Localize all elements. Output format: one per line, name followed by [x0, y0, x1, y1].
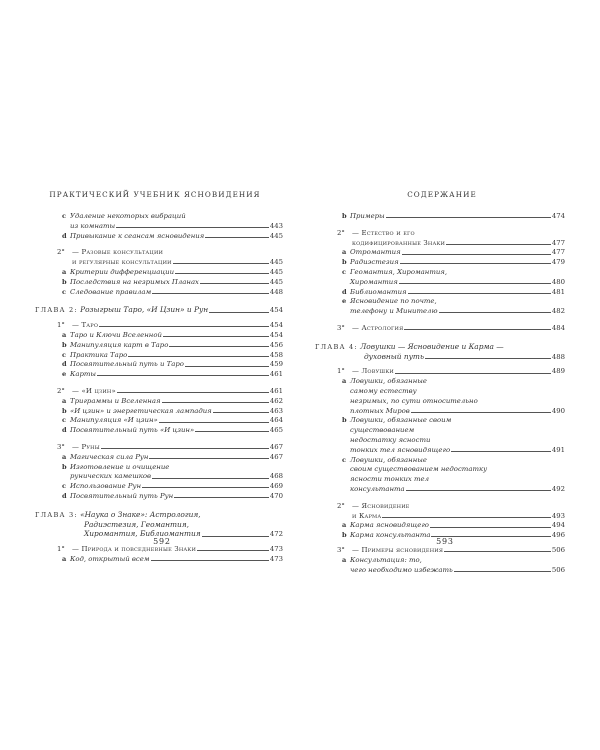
toc-entry[interactable] — [57, 492, 283, 500]
entry-title: Триграммы и Вселенная — [70, 396, 161, 405]
entry-title: Изготовление и очищение — [70, 462, 170, 471]
toc-entry[interactable] — [337, 248, 565, 256]
entry-letter: d — [62, 360, 67, 369]
toc-entry[interactable] — [57, 443, 283, 451]
entry-page-number: 462 — [269, 396, 283, 405]
toc-entry[interactable] — [57, 472, 283, 480]
entry-title: — Астрология — [352, 323, 404, 332]
entry-title: незримых, по сути относительно — [350, 396, 478, 405]
dot-leader — [454, 571, 551, 572]
entry-title: Ловушки, обязанные — [350, 455, 427, 464]
entry-page-number: 493 — [551, 511, 565, 520]
entry-page-number: 469 — [269, 482, 283, 491]
entry-page-number: 464 — [269, 416, 283, 425]
entry-title: консультанта — [350, 484, 405, 493]
entry-page-number: 480 — [551, 277, 565, 286]
page-number-left: 592 — [153, 537, 171, 546]
entry-page-number: 482 — [551, 307, 565, 316]
entry-title: Посвятительный путь «И цзин» — [70, 426, 195, 435]
toc-left — [35, 212, 283, 565]
entry-title: кодифицированные Знаки — [352, 238, 446, 247]
entry-letter: b — [342, 258, 347, 267]
entry-title: чего необходимо избежать — [350, 565, 453, 574]
dot-leader — [163, 336, 269, 337]
toc-entry[interactable] — [337, 546, 565, 554]
toc-gap — [57, 241, 283, 248]
entry-letter: a — [62, 452, 67, 461]
entry-title: тонких тел ясновидящего — [350, 445, 451, 454]
toc-entry-line[interactable] — [35, 511, 283, 519]
entry-title: Практика Таро — [70, 350, 128, 359]
entry-page-number: 467 — [269, 442, 283, 451]
toc-entry[interactable] — [337, 212, 565, 220]
dot-leader — [382, 517, 551, 518]
entry-page-number: 445 — [269, 231, 283, 240]
toc-gap — [337, 495, 565, 502]
entry-title: Карма ясновидящего — [350, 521, 429, 530]
entry-title: Последствия на незримых Планах — [70, 277, 199, 286]
entry-page-number: 473 — [269, 554, 283, 563]
entry-title: духовный путь — [364, 351, 424, 361]
entry-title: — Естество и его — [352, 228, 415, 237]
entry-title: — Разовые консультации — [72, 248, 164, 257]
section-number: 1° — [57, 321, 65, 330]
section-number: 3° — [337, 323, 345, 332]
entry-title: Манипуляция карт в Таро — [70, 340, 169, 349]
toc-entry[interactable] — [337, 446, 565, 454]
entry-title: Примеры — [350, 212, 385, 220]
entry-title: рунических камешков — [70, 472, 152, 481]
section-number: 2° — [337, 228, 345, 237]
entry-letter: e — [342, 297, 347, 306]
dot-leader — [195, 431, 269, 432]
entry-page-number: 458 — [269, 350, 283, 359]
entry-title: и Карма — [352, 511, 382, 520]
entry-page-number: 456 — [269, 340, 283, 349]
entry-page-number: 490 — [551, 406, 565, 415]
toc-entry[interactable] — [35, 306, 283, 314]
entry-title: недостатку ясности — [350, 435, 431, 444]
dot-leader — [175, 273, 269, 274]
entry-page-number: 468 — [269, 472, 283, 481]
entry-title: Хиромантия — [350, 277, 398, 286]
dot-leader — [151, 560, 269, 561]
entry-letter: d — [62, 231, 67, 240]
toc-entry-line[interactable] — [337, 229, 565, 237]
toc-entry[interactable] — [337, 307, 565, 315]
toc-entry-line[interactable] — [337, 465, 565, 473]
entry-page-number: 496 — [551, 531, 565, 540]
dot-leader — [395, 373, 551, 374]
entry-letter: d — [62, 491, 67, 500]
entry-page-number: 445 — [269, 258, 283, 267]
dot-leader — [152, 478, 269, 479]
entry-letter: a — [62, 267, 67, 276]
entry-title: Радиэстезия, Геомантия, — [84, 519, 189, 529]
entry-page-number: 488 — [551, 352, 565, 361]
entry-title: из комнаты — [70, 221, 116, 230]
toc-entry[interactable] — [337, 521, 565, 529]
dot-leader — [159, 422, 269, 423]
section-number: 2° — [57, 386, 65, 395]
entry-title: Отромантия — [350, 248, 401, 257]
entry-title: Привыкание к сеансам ясновидения — [70, 231, 205, 240]
entry-letter: b — [62, 406, 67, 415]
dot-leader — [101, 448, 269, 449]
toc-entry[interactable] — [337, 239, 565, 247]
entry-page-number: 461 — [269, 370, 283, 379]
toc-entry[interactable] — [57, 482, 283, 490]
toc-entry[interactable] — [337, 278, 565, 286]
toc-entry[interactable] — [337, 485, 565, 493]
toc-entry[interactable] — [57, 397, 283, 405]
page-number-right: 593 — [436, 537, 454, 546]
entry-title: Использование Рун — [70, 482, 142, 491]
entry-title: Следование правилам — [70, 287, 152, 296]
entry-title: Ясновидение по почте, — [350, 297, 437, 306]
entry-page-number: 463 — [269, 406, 283, 415]
entry-page-number: 461 — [269, 386, 283, 395]
dot-leader — [439, 312, 551, 313]
entry-letter: a — [62, 396, 67, 405]
toc-entry-line[interactable] — [315, 343, 565, 351]
toc-entry-line[interactable] — [337, 377, 565, 385]
dot-leader — [197, 550, 269, 551]
section-number: 1° — [337, 367, 345, 376]
toc-entry[interactable] — [57, 453, 283, 461]
entry-title: телефону и Минителю — [350, 307, 438, 316]
toc-entry-line[interactable] — [337, 397, 565, 405]
toc-entry-line[interactable] — [337, 426, 565, 434]
running-head-left: ПРАКТИЧЕСКИЙ УЧЕБНИК ЯСНОВИДЕНИЯ — [49, 190, 261, 199]
toc-entry-line[interactable] — [337, 475, 565, 483]
entry-title: — Примеры ясновидения — [352, 545, 444, 554]
entry-title: Критерии дифференциации — [70, 267, 175, 276]
entry-letter: b — [342, 416, 347, 425]
entry-title: Ловушки, обязанные — [350, 377, 427, 386]
entry-page-number: 477 — [551, 238, 565, 247]
dot-leader — [205, 237, 269, 238]
toc-entry[interactable] — [57, 222, 283, 230]
dot-leader — [99, 326, 269, 327]
entry-title: Ловушки — Ясновидение и Карма — — [360, 341, 504, 351]
right-page — [300, 0, 600, 750]
entry-page-number: 445 — [269, 267, 283, 276]
entry-title: — Ловушки — [352, 367, 394, 376]
entry-title: — «И цзин» — [72, 386, 116, 395]
entry-page-number: 454 — [269, 321, 283, 330]
dot-leader — [209, 312, 269, 313]
dot-leader — [174, 497, 269, 498]
toc-entry-line[interactable] — [337, 268, 565, 276]
toc-entry-line[interactable] — [57, 212, 283, 220]
toc-entry[interactable] — [57, 341, 283, 349]
toc-gap — [57, 436, 283, 443]
toc-entry-line[interactable] — [337, 456, 565, 464]
entry-letter: a — [342, 377, 347, 386]
toc-entry[interactable] — [57, 416, 283, 424]
toc-entry[interactable] — [57, 555, 283, 563]
entry-page-number: 448 — [269, 287, 283, 296]
toc-entry[interactable] — [57, 288, 283, 296]
toc-entry[interactable] — [337, 288, 565, 296]
toc-entry[interactable] — [57, 370, 283, 378]
toc-entry-line[interactable] — [337, 556, 565, 564]
entry-title: Ловушки, обязанные своим — [350, 416, 452, 425]
entry-page-number: 454 — [269, 330, 283, 339]
entry-title: Карма консультанта — [350, 531, 431, 540]
entry-page-number: 474 — [551, 212, 565, 220]
entry-letter: e — [62, 370, 67, 379]
dot-leader — [213, 412, 269, 413]
entry-letter: c — [342, 267, 347, 276]
entry-title: Розыгрыш Таро, «И Цзин» и Рун — [80, 305, 209, 315]
toc-gap — [57, 380, 283, 387]
dot-leader — [430, 527, 551, 528]
toc-entry-line[interactable] — [57, 463, 283, 471]
entry-page-number: 481 — [551, 287, 565, 296]
entry-title: и регулярные консультации — [72, 258, 172, 267]
entry-page-number: 506 — [551, 565, 565, 574]
dot-leader — [185, 366, 269, 367]
dot-leader — [425, 358, 551, 359]
entry-title: «Наука о Знаке»: Астрология, — [80, 509, 201, 519]
entry-title: своим существованием недостатку — [350, 465, 488, 474]
dot-leader — [169, 346, 268, 347]
entry-title: Хиромантия, Библиомантия — [84, 529, 201, 539]
toc-entry-line[interactable] — [35, 521, 283, 529]
entry-letter: c — [62, 482, 67, 491]
dot-leader — [200, 283, 269, 284]
toc-entry[interactable] — [337, 407, 565, 415]
entry-letter: c — [62, 212, 67, 220]
toc-gap — [337, 317, 565, 324]
entry-letter: a — [62, 330, 67, 339]
dot-leader — [116, 227, 269, 228]
entry-title: «И цзин» и энергетическая лампадия — [70, 406, 212, 415]
dot-leader — [446, 244, 551, 245]
section-number: 3° — [337, 545, 345, 554]
toc-entry[interactable] — [57, 407, 283, 415]
entry-title: Код, открытый всем — [70, 554, 150, 563]
entry-title: — Ясновидение — [352, 501, 410, 510]
toc-entry[interactable] — [57, 351, 283, 359]
toc-entry[interactable] — [57, 321, 283, 329]
entry-letter: b — [342, 531, 347, 540]
entry-title: Консультация: то, — [350, 555, 422, 564]
entry-letter: c — [62, 350, 67, 359]
entry-title: Магическая сила Рун — [70, 452, 149, 461]
toc-entry[interactable] — [337, 258, 565, 266]
toc-entry[interactable] — [337, 324, 565, 332]
toc-entry[interactable] — [57, 258, 283, 266]
entry-letter: a — [342, 248, 347, 257]
dot-leader — [386, 217, 551, 218]
toc-entry-line[interactable] — [57, 248, 283, 256]
toc-entry[interactable] — [337, 512, 565, 520]
toc-entry[interactable] — [57, 360, 283, 368]
entry-page-number: 467 — [269, 452, 283, 461]
entry-title: Посвятительный путь Рун — [70, 491, 174, 500]
entry-page-number: 465 — [269, 426, 283, 435]
toc-entry[interactable] — [57, 387, 283, 395]
entry-title: Библиомантия — [350, 287, 407, 296]
toc-entry[interactable] — [57, 232, 283, 240]
entry-title: плотных Миров — [350, 406, 410, 415]
entry-letter: a — [62, 554, 67, 563]
dot-leader — [400, 263, 551, 264]
toc-entry[interactable] — [337, 367, 565, 375]
entry-page-number: 484 — [551, 323, 565, 332]
dot-leader — [408, 293, 551, 294]
entry-letter: c — [62, 416, 67, 425]
toc-entry[interactable] — [57, 331, 283, 339]
entry-title: Посвятительный путь и Таро — [70, 360, 184, 369]
entry-page-number: 494 — [551, 521, 565, 530]
entry-letter: c — [342, 455, 347, 464]
toc-right — [315, 212, 565, 575]
entry-letter: d — [62, 426, 67, 435]
dot-leader — [97, 375, 269, 376]
entry-page-number: 472 — [269, 530, 283, 539]
entry-letter: b — [62, 277, 67, 286]
entry-title: существованием — [350, 426, 415, 435]
entry-title: — Природа и повседневные Знаки — [72, 545, 197, 554]
entry-letter: b — [62, 340, 67, 349]
toc-entry[interactable] — [337, 566, 565, 574]
entry-letter: b — [62, 462, 67, 471]
chapter-label: ГЛАВА 3: — [35, 510, 78, 519]
dot-leader — [444, 551, 551, 552]
toc-entry[interactable] — [57, 268, 283, 276]
toc-entry-line[interactable] — [337, 416, 565, 424]
section-number: 2° — [337, 501, 345, 510]
entry-page-number: 479 — [551, 258, 565, 267]
entry-letter: a — [342, 521, 347, 530]
toc-gap — [337, 222, 565, 229]
entry-page-number: 443 — [269, 221, 283, 230]
dot-leader — [406, 490, 551, 491]
toc-entry-line[interactable] — [337, 387, 565, 395]
entry-letter: c — [62, 287, 67, 296]
toc-entry-line[interactable] — [337, 436, 565, 444]
section-number: 2° — [57, 248, 65, 257]
dot-leader — [142, 487, 269, 488]
toc-entry-line[interactable] — [337, 502, 565, 510]
dot-leader — [399, 283, 551, 284]
entry-page-number: 489 — [551, 367, 565, 376]
chapter-label: ГЛАВА 2: — [35, 306, 78, 315]
chapter-label: ГЛАВА 4: — [315, 342, 358, 351]
entry-title: Таро и Ключи Вселенной — [70, 330, 162, 339]
entry-title: Геомантия, Хиромантия, — [350, 267, 448, 276]
entry-title: Радиэстезия — [350, 258, 399, 267]
running-head-right: СОДЕРЖАНИЕ — [407, 190, 477, 199]
entry-letter: a — [342, 555, 347, 564]
entry-page-number: 477 — [551, 248, 565, 257]
entry-page-number: 459 — [269, 360, 283, 369]
dot-leader — [152, 293, 269, 294]
toc-entry[interactable] — [57, 545, 283, 553]
section-number: 3° — [57, 442, 65, 451]
toc-entry[interactable] — [315, 353, 565, 361]
entry-page-number: 473 — [269, 545, 283, 554]
entry-title: самому естеству — [350, 386, 417, 395]
toc-entry[interactable] — [57, 278, 283, 286]
dot-leader — [162, 402, 269, 403]
entry-title: — Руны — [72, 442, 100, 451]
toc-entry[interactable] — [57, 426, 283, 434]
entry-title: Манипуляция «И цзин» — [70, 416, 158, 425]
entry-title: ясности тонких тел — [350, 475, 429, 484]
entry-page-number: 445 — [269, 277, 283, 286]
entry-title: Карты — [70, 370, 96, 379]
dot-leader — [117, 392, 269, 393]
entry-letter: d — [342, 287, 347, 296]
dot-leader — [149, 458, 268, 459]
dot-leader — [411, 412, 551, 413]
dot-leader — [402, 254, 551, 255]
entry-page-number: 470 — [269, 491, 283, 500]
entry-page-number: 454 — [269, 306, 283, 315]
section-number: 1° — [57, 545, 65, 554]
entry-title: — Таро — [72, 321, 99, 330]
dot-leader — [128, 356, 269, 357]
dot-leader — [404, 329, 551, 330]
dot-leader — [173, 263, 269, 264]
entry-page-number: 492 — [551, 484, 565, 493]
entry-title: Удаление некоторых вибраций — [70, 212, 186, 220]
entry-page-number: 506 — [551, 545, 565, 554]
entry-letter: b — [342, 212, 347, 220]
dot-leader — [451, 451, 551, 452]
entry-page-number: 491 — [551, 445, 565, 454]
toc-entry-line[interactable] — [337, 297, 565, 305]
